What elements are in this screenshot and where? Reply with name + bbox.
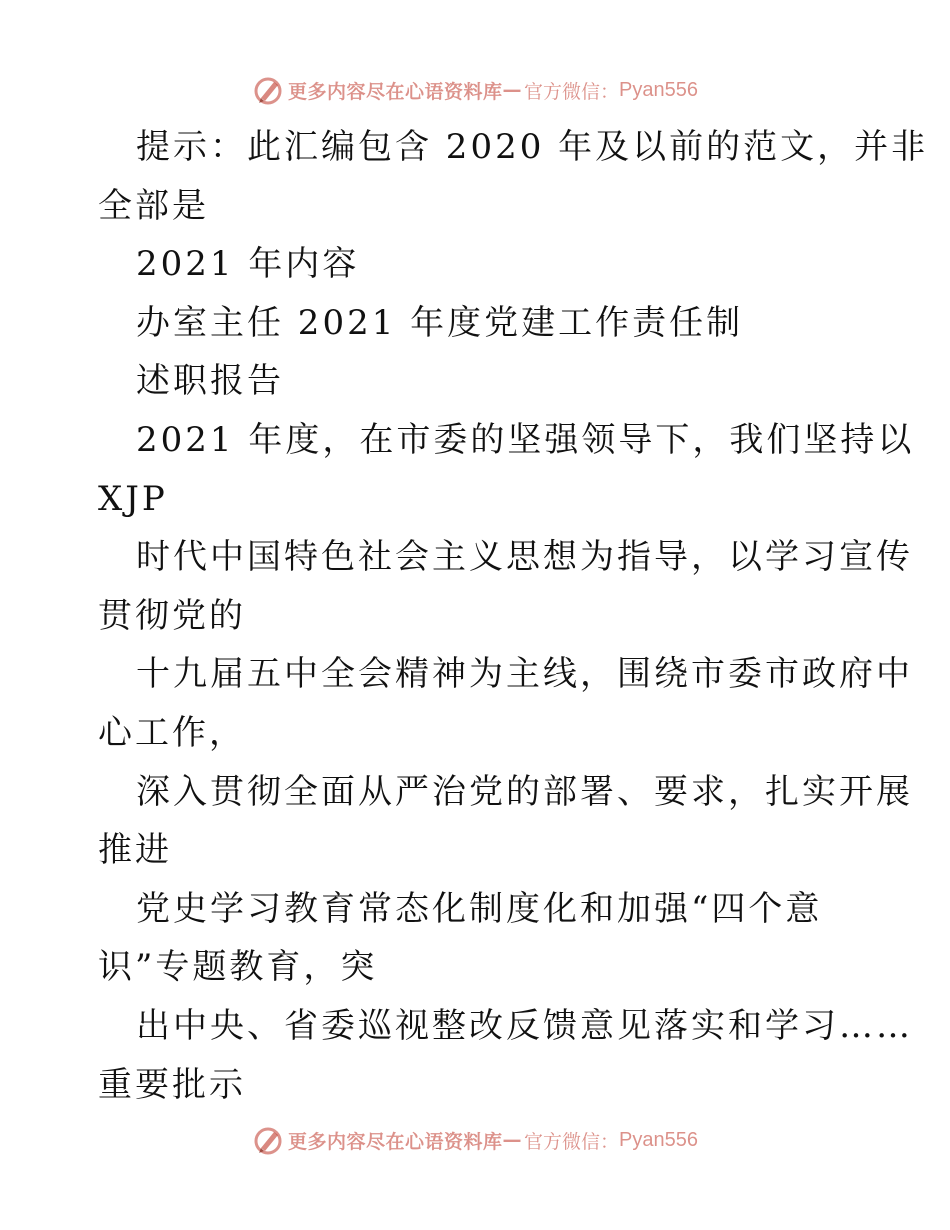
- footer-watermark-banner: [0, 1120, 950, 1160]
- document-line: 识”专题教育，突: [98, 947, 378, 988]
- document-line: 重要批示: [98, 1064, 246, 1105]
- pen-logo-icon: [252, 74, 284, 106]
- document-line: XJP: [98, 478, 168, 519]
- document-line: 党史学习教育常态化制度化和加强“四个意: [136, 888, 823, 929]
- document-line: 出中央、省委巡视整改反馈意见落实和学习……: [136, 1005, 913, 1046]
- banner-wechat-label: 官方微信：: [524, 80, 620, 103]
- document-line: 2021 年度，在市委的坚强领导下，我们坚持以: [136, 419, 915, 460]
- banner-dash: —: [502, 1129, 523, 1151]
- document-body: [98, 118, 929, 1114]
- pen-logo-icon: [252, 1124, 284, 1156]
- header-watermark-banner: [0, 70, 950, 110]
- document-line: 时代中国特色社会主义思想为指导，以学习宣传: [136, 537, 913, 578]
- document-line: 心工作，: [98, 712, 246, 753]
- document-line: 深入贯彻全面从严治党的部署、要求，扎实开展: [136, 771, 913, 812]
- banner-wechat-id: Pyan556: [619, 1128, 698, 1151]
- document-line: 推进: [98, 830, 172, 871]
- document-line: 十九届五中全会精神为主线，围绕市委市政府中: [136, 654, 913, 695]
- banner-text: 更多内容尽在心语资料库: [288, 80, 503, 103]
- banner-dash: —: [502, 79, 523, 101]
- document-line: 述职报告: [136, 361, 284, 402]
- document-line: 全部是: [98, 185, 209, 226]
- document-line: 贯彻党的: [98, 595, 246, 636]
- banner-text: 更多内容尽在心语资料库: [288, 1130, 503, 1153]
- document-line: 2021 年内容: [136, 244, 360, 285]
- document-line: 办室主任 2021 年度党建工作责任制: [136, 302, 744, 343]
- banner-wechat-id: Pyan556: [619, 78, 698, 101]
- document-line: 提示：此汇编包含 2020 年及以前的范文，并非: [136, 127, 929, 167]
- banner-wechat-label: 官方微信：: [524, 1130, 620, 1153]
